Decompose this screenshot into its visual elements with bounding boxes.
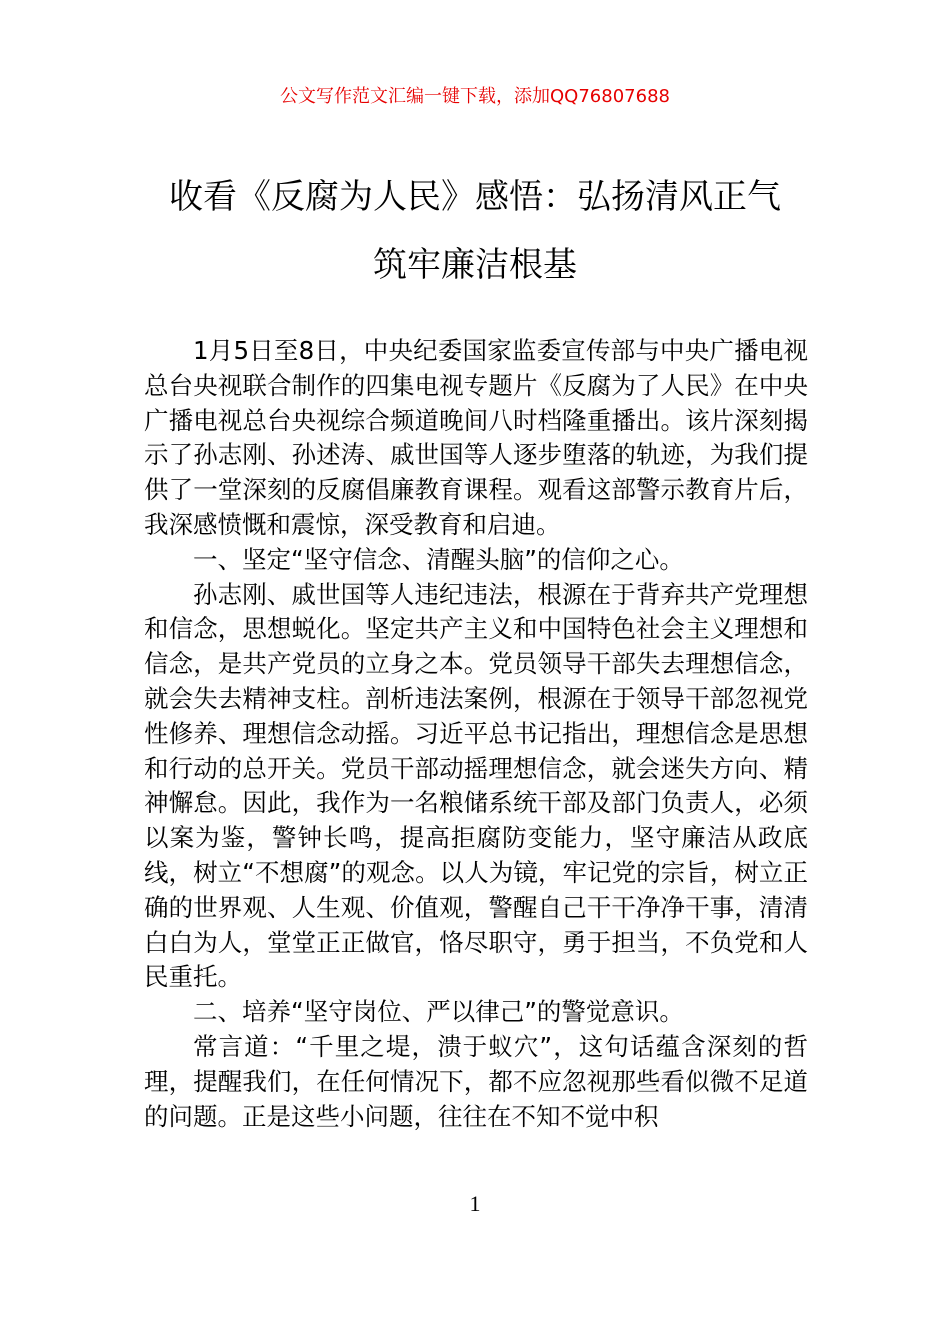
section-heading-1: 一、坚定“坚守信念、清醒头脑”的信仰之心。 xyxy=(193,544,684,574)
document-body xyxy=(144,334,808,1134)
paragraph-section-2: 常言道：“千里之堤，溃于蚁穴”，这句话蕴含深刻的哲理，提醒我们，在任何情况下，都不应忽视那些看似微不足道的问题。正是这些小问题，往往在不知不觉中积 xyxy=(144,1031,808,1131)
section-heading-2: 二、培养“坚守岗位、严以律己”的警觉意识。 xyxy=(193,997,684,1027)
header-download-note: 公文写作范文汇编一键下载，添加QQ76807688 xyxy=(280,86,670,107)
document-title-line-2: 筑牢廉洁根基 xyxy=(373,245,577,285)
page-number: 1 xyxy=(469,1191,481,1216)
document-title-line-1: 收看《反腐为人民》感悟：弘扬清风正气 xyxy=(169,177,781,217)
paragraph-section-1: 孙志刚、戚世国等人违纪违法，根源在于背弃共产党理想和信念，思想蜕化。坚定共产主义和中国特色社会主义理想和信念，是共产党员的立身之本。党员领导干部失去理想信念，就会失去精神支柱。剖析违法案例，根源在于领导干部忽视党性修养、理想信念动摇。习近平总书记指出，理想信念是思想和行动的总开关。党员干部动摇理想信念，就会迷失方向、精神懈怠。因此，我作为一名粮储系统干部及部门负责人，必须以案为鉴，警钟长鸣，提高拒腐防变能力，坚守廉洁从政底线，树立“不想腐”的观念。以人为镜，牢记党的宗旨，树立正确的世界观、人生观、价值观，警醒自己干干净净干事，清清白白为人，堂堂正正做官，恪尽职守，勇于担当，不负党和人民重托。 xyxy=(144,579,808,992)
paragraph-intro: 1月5日至8日，中央纪委国家监委宣传部与中央广播电视总台央视联合制作的四集电视专题片《反腐为了人民》在中央广播电视总台央视综合频道晚间八时档隆重播出。该片深刻揭示了孙志刚、孙述涛、戚世国等人逐步堕落的轨迹，为我们提供了一堂深刻的反腐倡廉教育课程。观看这部警示教育片后，我深感愤慨和震惊，深受教育和启迪。 xyxy=(144,336,808,539)
